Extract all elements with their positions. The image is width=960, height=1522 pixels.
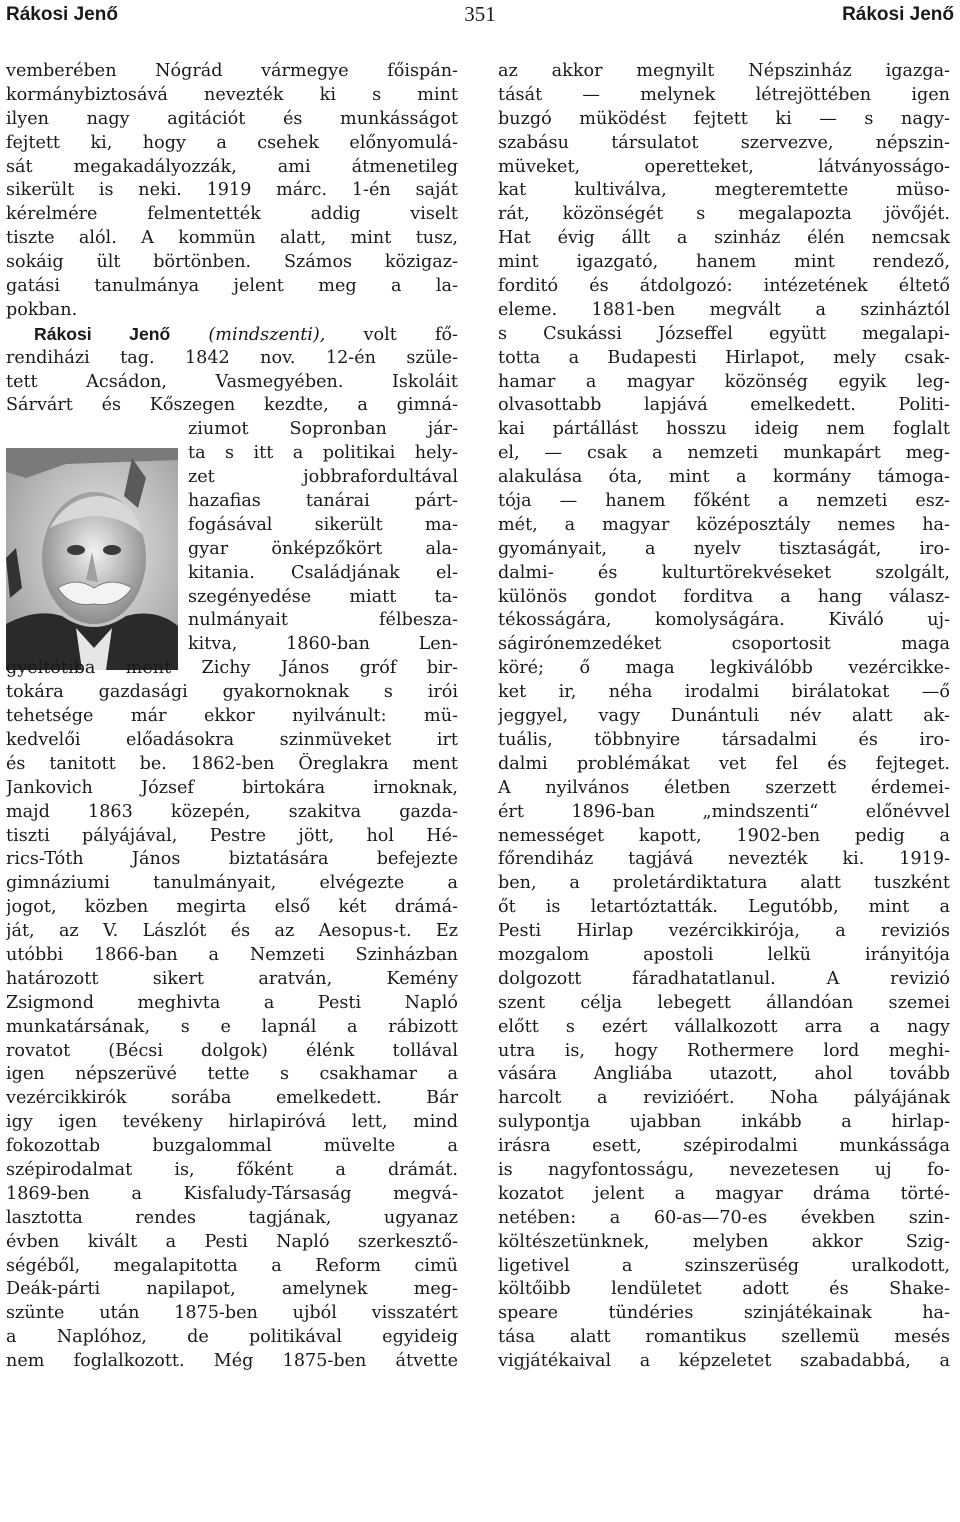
text-line: ta s itt a politikai hely- (188, 443, 458, 464)
text-line: tiszti pályájával, Pestre jött, hol Hé- (6, 825, 458, 846)
entry-heading-line (6, 323, 458, 347)
text-line: szépirodalmat is, főként a drámát. (6, 1159, 458, 1180)
text-line: dalmi problémákat vet fel és fejteget. (498, 753, 950, 774)
entry-text: volt fő- (325, 324, 458, 345)
entry-name: Rákosi Jenő (34, 323, 171, 344)
text-line: is nagyfontosságu, nevezetesen uj fo- (498, 1159, 950, 1180)
text-line: gimnáziumi tanulmányait, elvégezte a (6, 873, 458, 894)
text-line: igen népszerüvé tette s csakhamar a (6, 1064, 458, 1085)
text-line: szabásu társulatot szervezve, népszin- (498, 132, 950, 153)
text-line: forditó és átdolgozó: intézetének éltető (498, 276, 950, 297)
text-line: nulmányait félbesza- (188, 610, 458, 631)
text-line: irásra esett, szépirodalmi munkássága (498, 1136, 950, 1157)
text-line: rics-Tóth János biztatására befejezte (6, 849, 458, 870)
text-line: ségéből, megalapitotta a Reform cimü (6, 1255, 458, 1276)
text-line: el, — csak a nemzeti munkapárt meg- (498, 443, 950, 464)
text-line: szünte után 1875-ben ujból visszatért (6, 1303, 458, 1324)
text-line: költőibb lendületet adott és Shake- (498, 1279, 950, 1300)
text-line: tokára gazdasági gyakornoknak s irói (6, 682, 458, 703)
text-line: tuális, többnyire társadalmi és iro- (498, 729, 950, 750)
text-line: nem foglalkozott. Még 1875-ben átvette (6, 1351, 458, 1372)
text-line: különös gondot forditva a hang válasz- (498, 586, 950, 607)
text-line: ját, az V. Lászlót és az Aesopus-t. Ez (6, 921, 458, 942)
text-line: gyar önképzőkört ala- (188, 538, 458, 559)
text-line: Jankovich József birtokára irnoknak, (6, 777, 458, 798)
text-line: harcolt a revizióért. Noha pályájának (498, 1088, 950, 1109)
text-line: vigjátékaival a képzeletet szabadabbá, a (498, 1351, 950, 1372)
text-line: kat kultiválva, megteremtette müso- (498, 180, 950, 201)
text-line: zet jobbrafordultával (188, 467, 458, 488)
running-head-right: Rákosi Jenő (842, 4, 954, 25)
text-line: ságirónemzedéket csoportosit maga (498, 634, 950, 655)
text-line: A nyilvános életben szerzett érdemei- (498, 777, 950, 798)
text-line: főrendiház tagjává nevezték ki. 1919- (498, 849, 950, 870)
text-line: vemberében Nógrád vármegye főispán- (6, 61, 458, 81)
text-line: és tanitott be. 1862-ben Öreglakra ment (6, 753, 458, 774)
text-line: fogásával sikerült ma- (188, 514, 458, 535)
text-line: buzgó müködést fejtett ki — s nagy- (498, 108, 950, 129)
text-line: tett Acsádon, Vasmegyében. Iskoláit (6, 371, 458, 392)
text-line: gyeltótiba ment Zichy János gróf bir- (6, 658, 458, 679)
text-line: tiszte alól. A kommün alatt, mint tusz, (6, 228, 458, 249)
text-line: dalmi- és kulturtörekvéseket szolgált, (498, 562, 950, 583)
text-line: rát, közönségét s megalapozta jövőjét. (498, 204, 950, 225)
text-line: fokozottab buzgalommal müvelte a (6, 1136, 458, 1157)
running-head-left: Rákosi Jenő (6, 4, 118, 25)
text-line: vezércikkirók sorába emelkedett. Bár (6, 1088, 458, 1109)
text-line: nemességet kapott, 1902-ben pedig a (498, 825, 950, 846)
text-line: utra is, hogy Rothermere lord meghi- (498, 1040, 950, 1061)
text-line: majd 1863 közepén, szakitva gazda- (6, 801, 458, 822)
text-line: sulypontja ujabban inkább a hirlap- (498, 1112, 950, 1133)
text-line: mét, a magyar középosztály nemes ha- (498, 514, 950, 535)
text-line: kitva, 1860-ban Len- (188, 634, 458, 655)
text-line: Zsigmond meghivta a Pesti Napló (6, 992, 458, 1013)
text-line: tehetsége már ekkor nyilvánult: mü- (6, 706, 458, 727)
text-line: dolgozott fáradhatatlanul. A revizió (498, 968, 950, 989)
text-line: költészetünknek, melyben akkor Szig- (498, 1231, 950, 1252)
text-line: vására Angliába utazott, ahol tovább (498, 1064, 950, 1085)
text-line: Sárvárt és Kőszegen kezdte, a gimná- (6, 395, 458, 416)
text-line: őt is letartóztatták. Legutóbb, mint a (498, 897, 950, 918)
left-column (6, 60, 458, 1374)
text-line: netében: a 60-as—70-es években szin- (498, 1207, 950, 1228)
text-line: eleme. 1881-ben megvált a szinháztól (498, 299, 950, 320)
text-line: speare tündéries szinjátékainak ha- (498, 1303, 950, 1324)
text-line: tékosságára, komolyságára. Kiváló uj- (498, 610, 950, 631)
text-line: kormánybiztosává nevezték ki s mint (6, 84, 458, 105)
text-line: 1869-ben a Kisfaludy-Társaság megvá- (6, 1183, 458, 1204)
text-line: előtt s ezért vállalkozott arra a nagy (498, 1016, 950, 1037)
text-line: ket ir, néha irodalmi birálatokat —ő (498, 682, 950, 703)
text-line: kérelmére felmentették addig viselt (6, 204, 458, 225)
text-line: sikerült is neki. 1919 márc. 1-én saját (6, 180, 458, 201)
text-line: hazafias tanárai párt- (188, 491, 458, 512)
entry-alias: (mindszenti), (208, 324, 326, 345)
text-line: s Csukássi Józseffel együtt megalapi- (498, 323, 950, 344)
text-line: fejtett ki, hogy a csehek előnyomulá- (6, 132, 458, 153)
text-line: tását — melynek létrejöttében igen (498, 84, 950, 105)
text-line: szegényedése miatt ta- (188, 586, 458, 607)
text-line: mozgalom apostoli lelkü irányitója (498, 944, 950, 965)
text-line: Pesti Hirlap vezércikkirója, a reviziós (498, 921, 950, 942)
text-line: alakulása óta, mint a kormány támoga- (498, 467, 950, 488)
text-line: a Naplóhoz, de politikával egyideig (6, 1327, 458, 1348)
text-line: kitania. Családjának el- (188, 562, 458, 583)
text-line: olvasottabb lapjává emelkedett. Politi- (498, 395, 950, 416)
text-line: ligetivel a szinszerüség uralkodott, (498, 1255, 950, 1276)
text-line: kai pártállást hosszu ideig nem foglalt (498, 419, 950, 440)
text-line: gatási tanulmánya jelent meg a la- (6, 276, 458, 297)
text-line: sokáig ült börtönben. Számos közigaz- (6, 252, 458, 273)
text-line: határozott sikert aratván, Kemény (6, 968, 458, 989)
text-line: Deák-párti napilapot, amelynek meg- (6, 1279, 458, 1300)
text-line: sát megakadályozzák, ami átmenetileg (6, 156, 458, 177)
text-line: igy igen tevékeny hirlapiróvá lett, mind (6, 1112, 458, 1133)
text-line: munkatársának, s e lapnál a rábizott (6, 1016, 458, 1037)
text-line: gyományait, a nyelv tisztaságát, iro- (498, 538, 950, 559)
text-line: rendiházi tag. 1842 nov. 12-én szüle- (6, 347, 458, 368)
text-line: ben, a proletárdiktatura alatt tuszként (498, 873, 950, 894)
right-column (498, 60, 950, 1374)
text-line: müveket, operetteket, látványosságo- (498, 156, 950, 177)
text-line: hamar a magyar közönség egyik leg- (498, 371, 950, 392)
page-number: 351 (464, 2, 496, 26)
text-line: ért 1896-ban „mindszenti“ előnévvel (498, 801, 950, 822)
text-line: tása alatt romantikus szellemü mesés (498, 1327, 950, 1348)
text-line: ziumot Sopronban jár- (188, 419, 458, 440)
text-line: az akkor megnyilt Népszinház igazga- (498, 61, 950, 81)
text-line: jogot, közben megirta első két drámá- (6, 897, 458, 918)
text-line: kozatot jelent a magyar dráma törté- (498, 1183, 950, 1204)
text-line: utóbbi 1866-ban a Nemzeti Szinházban (6, 944, 458, 965)
text-line: rovatot (Bécsi dolgok) élénk tollával (6, 1040, 458, 1061)
text-line: mint igazgató, hanem mint rendező, (498, 252, 950, 273)
text-line: szent célja lebegett állandóan szemei (498, 992, 950, 1013)
text-line: lasztotta rendes tagjának, ugyanaz (6, 1207, 458, 1228)
text-line: köré; ő maga legkiválóbb vezércikke- (498, 658, 950, 679)
text-line: Hat évig állt a szinház élén nemcsak (498, 228, 950, 249)
text-line: tója — hanem főként a nemzeti esz- (498, 491, 950, 512)
text-line: pokban. (6, 299, 78, 320)
text-line: évben kivált a Pesti Napló szerkesztő- (6, 1231, 458, 1252)
text-line: totta a Budapesti Hirlapot, mely csak- (498, 347, 950, 368)
text-line: kedvelői előadásokra szinmüveket irt (6, 729, 458, 750)
text-line: ilyen nagy agitációt és munkásságot (6, 108, 458, 129)
text-line: jeggyel, vagy Dunántuli név alatt ak- (498, 706, 950, 727)
